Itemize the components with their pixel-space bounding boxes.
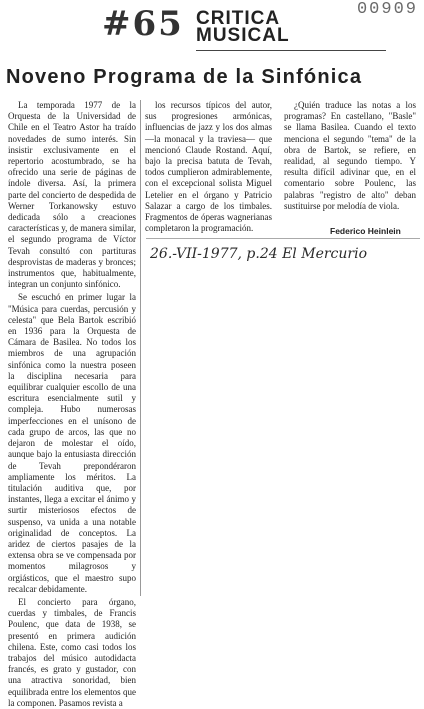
- article-column-3: [284, 100, 416, 210]
- source-divider: [146, 238, 420, 239]
- section-masthead: [196, 10, 290, 44]
- handwritten-id: #65: [102, 4, 184, 44]
- article-column-2: [145, 100, 272, 250]
- article-column-1: [8, 100, 136, 708]
- paragraph: los recursos típicos del autor, sus progresiones armónicas, influencias de jazz y los dos almas —la monacal y la traviesa— que mencionó Claude Rostand. Aquí, bajo la precisa batuta de Tevah, todos cumplieron admirablemente, con el excepcional solista Miguel Letelier en el órgano y Patricio Salazar a cargo de los timbales. Fragmentos de óperas wagnerianas completaron la programación.: [145, 100, 272, 234]
- handwritten-source-note: 26.-VII-1977, p.24 El Mercurio: [150, 246, 367, 262]
- author-signature: Federico Heinlein: [330, 226, 401, 236]
- masthead-divider: [196, 50, 386, 51]
- paragraph: La temporada 1977 de la Orquesta de la Universidad de Chile en el Teatro Astor ha traído novedades de sumo interés. Sin insistir exclusivamente en el repertorio acostumbrado, se ha ofrecido una serie de páginas de índole diversa. Así, la primera parte del concierto de despedida de Werner Torkanowsky estuvo dedicada sólo a creaciones características y, de manera similar, el segundo programa de Víctor Tevah consultó con partituras desprovistas de maderas y bronces; instrumentos que, habitualmente, integran un conjunto sinfónico.: [8, 100, 136, 290]
- article-headline: Noveno Programa de la Sinfónica: [6, 66, 363, 88]
- masthead-line-1: CRITICA: [196, 8, 281, 29]
- paragraph: ¿Quién traduce las notas a los programas? En castellano, "Basle" se llama Basilea. Cuando el texto menciona el segundo "tema" de la obra de Bartok, se refiere, en realidad, al segundo tiempo. Y resulta difícil adivinar que, en el comentario sobre Poulenc, las palabras "registro de alto" deban sustituirse por melodía de viola.: [284, 100, 416, 211]
- archive-stamp-number: 00909: [356, 0, 418, 19]
- paragraph: El concierto para órgano, cuerdas y timbales, de Francis Poulenc, que data de 1938, se presentó en primera audición chilena. Este, como casi todos los trabajos del músico autodidacta francés, es grato y gustador, con una atractiva sonoridad, bien equilibrada entre los elementos que la componen. Pasamos revista a: [8, 596, 136, 708]
- column-divider: [140, 100, 141, 596]
- masthead-line-2: MUSICAL: [196, 25, 290, 46]
- paragraph: Se escuchó en primer lugar la "Música para cuerdas, percusión y celesta" que Bela Bartok escribió en 1936 para la Orquesta de Cámara de Basilea. No todos los miembros de una agrupación sinfónica como la nuestra poseen la disciplina necesaria para equilibrar cualquier escollo de una escritura esencialmente sutil y compleja. Hubo numerosas imperfecciones en el unísono de cada grupo de arcos, las que no dejaron de molestar el oído, aunque bajo la entusiasta dirección de Tevah prepondéraron ampliamente los méritos. La titulación auditiva que, por instantes, llega a excitar el ánimo y surtir misteriosos efectos de suspenso, va unida a una notable originalidad de conceptos. La aridez de ciertos pasajes de la extensa obra se ve compensada por momentos milagrosos y orgiásticos, que el maestro supo recalcar debidamente.: [8, 292, 136, 594]
